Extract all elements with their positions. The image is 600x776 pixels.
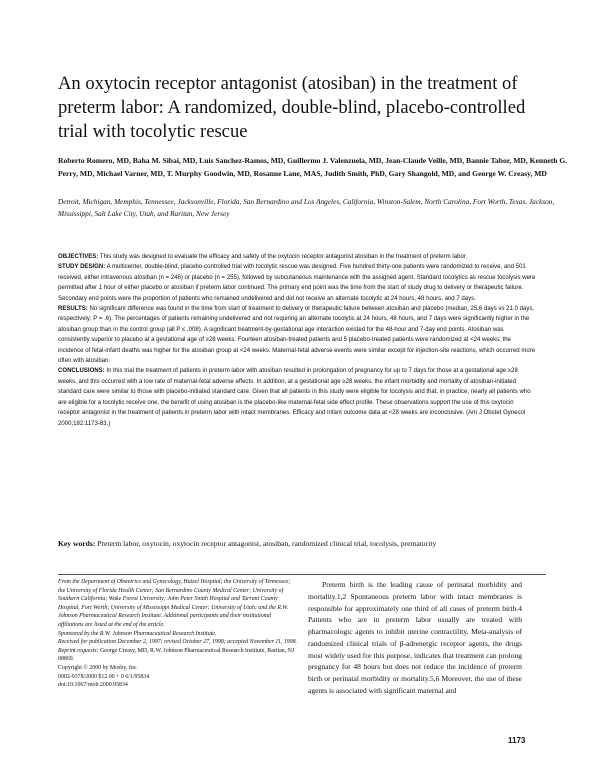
page-number: 1173 [508, 736, 526, 745]
footnote-doi: doi:10.1067/mob.2000.95834 [58, 682, 128, 689]
abstract-conclusions [58, 366, 536, 428]
footnote-received: Received for publication December 2, 1997; revised October 27, 1998; accepted November 11, 1998. [58, 639, 297, 646]
results-heading: RESULTS: [58, 306, 88, 313]
footnote-issn: 0002-9378/2000 $12.00 + 0 6/1/95834 [58, 673, 150, 680]
keywords [58, 538, 548, 550]
author-list: Roberto Romero, MD, Baha M. Sibai, MD, Luis Sanchez-Ramos, MD, Guillermo J. Valenzuela, MD, Jean-Claude Veille, MD, Bannie Tabor, MD, Kenneth G. Perry, MD, Michael Varner, MD, T. Murphy Goodwin, MD, Rosanne Lane, MAS, Judith Smith, PhD, Gary Shangold, MD, and George W. Creasy, MD [58, 156, 568, 178]
footnote-origin: From the Department of Obstetrics and Gynecology, Hutzel Hospital; the University of Tennessee; the University of Florida Health Center; San Bernardino County Medical Center; University of Southern California; Wake Forest University; John Peter Smith Hospital and Tarrant County Hospital, Fort Worth; University of Mississippi Medical Center; University of Utah; and the R.W. Johnson Pharmaceutical Research Institute. Additional participants and their institutional affiliations are listed at the end of the article. [58, 579, 291, 628]
footnote-sponsor: Sponsored by the R.W. Johnson Pharmaceutical Research Institute. [58, 630, 217, 637]
abstract [58, 252, 536, 429]
abstract-objectives [58, 252, 536, 262]
footnote-copyright: Copyright © 2000 by Mosby, Inc. [58, 664, 138, 671]
reprints-text: George Creasy, MD, R.W. Johnson Pharmaceutical Research Institute, Raritan, NJ 08869. [58, 647, 295, 663]
section-divider [58, 574, 546, 575]
reprints-label: Reprint requests: [58, 647, 99, 654]
objectives-text: This study was designed to evaluate the efficacy and safety of the oxytocin receptor antagonist atosiban in the treatment of preterm labor. [98, 254, 468, 260]
study-design-text: A multicenter, double-blind, placebo-controlled trial with tocolytic rescue was designed. Five hundred thirty-one patients were randomized to receive, and 501 received, either intravenous atosiban (n = 246) or placebo (n = 255), followed by subcutaneous maintenance with the assigned agent. Standard tocolytics as rescue tocolysis were permitted after 1 hour of either placebo or atosiban if preterm labor continued. The primary end point was the time from the start of study drug to delivery or therapeutic failure. Secondary end points were the proportion of patients who remained undelivered and did not receive an alternate tocolytic at 24 hours, 48 hours, and 7 days. [58, 264, 536, 302]
footnote-reprints [58, 647, 298, 664]
abstract-results [58, 304, 536, 366]
article-footnotes [58, 578, 298, 690]
objectives-heading: OBJECTIVES: [58, 254, 99, 260]
study-design-heading: STUDY DESIGN: [58, 264, 106, 271]
introduction-text: Preterm birth is the leading cause of perinatal morbidity and mortality.1,2 Spontaneous preterm labor with intact membranes is responsible for approximately one third of all cases of preterm birth.4 Patients who are in preterm labor usually are treated with pharmacologic agents to inhibit uterine contractility. Meta-analysis of randomized clinical trials of β-adrenergic receptor agents, the drugs most widely used for this purpose, indicates that treatment can prolong pregnancy for 48 hours but does not reduce the incidence of preterm birth or perinatal morbidity or mortality.5,6 Moreover, the use of these agents is associated with significant maternal and [308, 580, 522, 695]
results-text: No significant difference was found in the time from start of treatment to delivery or therapeutic failure between atosiban and placebo (median, 25.6 days vs 21.0 days, respectively; P = .6). The percentages of patients remaining undelivered and not requiring an alternate tocolytic at 24 hours, 48 hours, and 7 days were significantly higher in the atosiban group than in the control group (all P ≤ .008). A significant treatment-by-gestational age interaction existed for the 48-hour and 7-day end points. Atosiban was consistently superior to placebo at a gestational age of ≥28 weeks. Fourteen atosiban-treated patients and 5 placebo-treated patients were randomized at <24 weeks; the incidence of fetal-infant deaths was higher for the atosiban group at <24 weeks. Maternal-fetal adverse events were similar except for injection-site reactions, which occurred more often with atosiban. [58, 306, 536, 365]
conclusions-text: In this trial the treatment of patients in preterm labor with atosiban resulted in prolongation of pregnancy for up to 7 days for those at a gestational age ≥28 weeks, and this occurred with a low rate of maternal-fetal adverse effects. In addition, at a gestational age ≥28 weeks, the infant morbidity and mortality of atosiban-initiated standard care were similar to those with placebo-initiated standard care. Given that all patients in this study were eligible for tocolysis and that, in practice, nearly all patients who are eligible for a tocolytic receive one, the benefit of using atosiban is the placebo-like maternal-fetal side effect profile. These observations support the use of this oxytocin receptor antagonist in the treatment of patients in preterm labor with intact membranes. Efficacy and infant outcome data at <28 weeks are inconclusive. (Am J Obstet Gynecol 2000;182:1173-83.) [58, 368, 531, 427]
article-title: An oxytocin receptor antagonist (atosiban) in the treatment of preterm labor: A randomized, double-blind, placebo-controlled trial with tocolytic rescue [58, 73, 526, 142]
conclusions-heading: CONCLUSIONS: [58, 368, 105, 375]
abstract-study-design [58, 262, 536, 304]
keywords-text: Preterm labor, oxytocin, oxytocin receptor antagonist, atosiban, randomized clinical trial, tocolysis, prematurity [95, 539, 437, 548]
author-locations: Detroit, Michigan, Memphis, Tennessee, Jacksonville, Florida, San Bernardino and Los Angeles, California, Winston-Salem, North Carolina, Fort Worth, Texas, Jackson, Mississippi, Salt Lake City, Utah, and Raritan, New Jersey [58, 197, 555, 218]
keywords-label: Key words: [58, 539, 96, 548]
